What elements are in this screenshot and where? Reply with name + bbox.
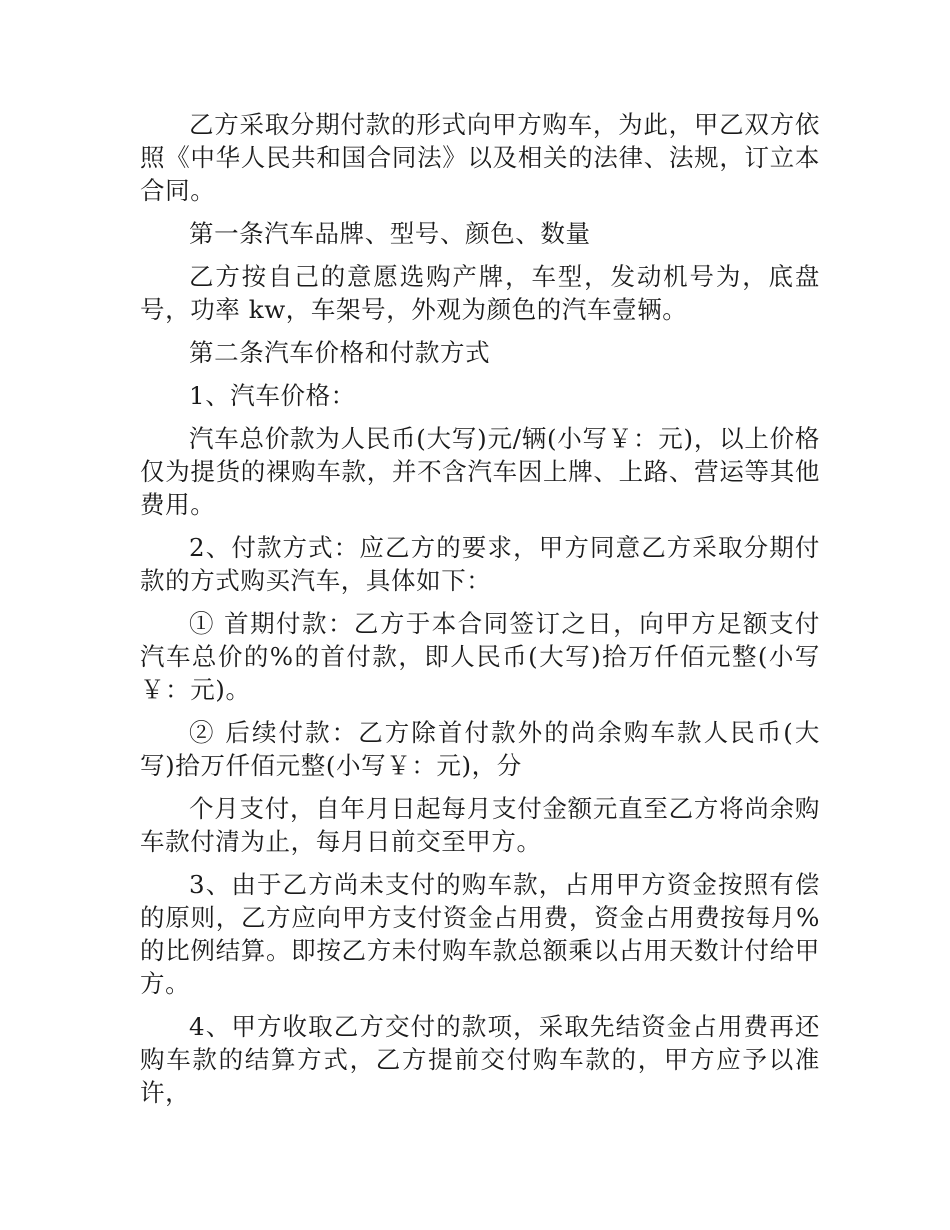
clause-4-settlement: 4、甲方收取乙方交付的款项，采取先结资金占用费再还购车款的结算方式，乙方提前交付购车款的，甲方应予以准许，	[140, 1012, 820, 1107]
clause-1-heading: 1、汽车价格：	[189, 381, 356, 410]
article-1-heading: 第一条汽车品牌、型号、颜色、数量	[189, 219, 591, 248]
article-2-heading: 第二条汽车价格和付款方式	[189, 338, 491, 367]
clause-2-payment-method: 2、付款方式：应乙方的要求，甲方同意乙方采取分期付款的方式购买汽车，具体如下：	[140, 533, 820, 595]
paragraph-intro: 乙方采取分期付款的形式向甲方购车，为此，甲乙双方依照《中华人民共和国合同法》以及相关的法律、法规，订立本合同。	[140, 110, 820, 205]
paragraph-down-payment: ① 首期付款：乙方于本合同签订之日，向甲方足额支付汽车总价的%的首付款，即人民币(大写)拾万仟佰元整(小写￥：元)。	[140, 609, 820, 704]
paragraph-vehicle-details: 乙方按自己的意愿选购产牌，车型，发动机号为，底盘号，功率 kw，车架号，外观为颜色的汽车壹辆。	[140, 262, 820, 324]
clause-3-capital-fee: 3、由于乙方尚未支付的购车款，占用甲方资金按照有偿的原则，乙方应向甲方支付资金占用费，资金占用费按每月%的比例结算。即按乙方未付购车款总额乘以占用天数计付给甲方。	[140, 870, 820, 998]
contract-body	[140, 108, 820, 1119]
paragraph-subsequent-payment: ② 后续付款：乙方除首付款外的尚余购车款人民币(大写)拾万仟佰元整(小写￥：元)，分	[140, 718, 820, 780]
paragraph-total-price: 汽车总价款为人民币(大写)元/辆(小写￥：元)，以上价格仅为提货的裸购车款，并不含汽车因上牌、上路、营运等其他费用。	[140, 424, 820, 519]
paragraph-monthly-schedule: 个月支付，自年月日起每月支付金额元直至乙方将尚余购车款付清为止，每月日前交至甲方。	[140, 794, 820, 856]
